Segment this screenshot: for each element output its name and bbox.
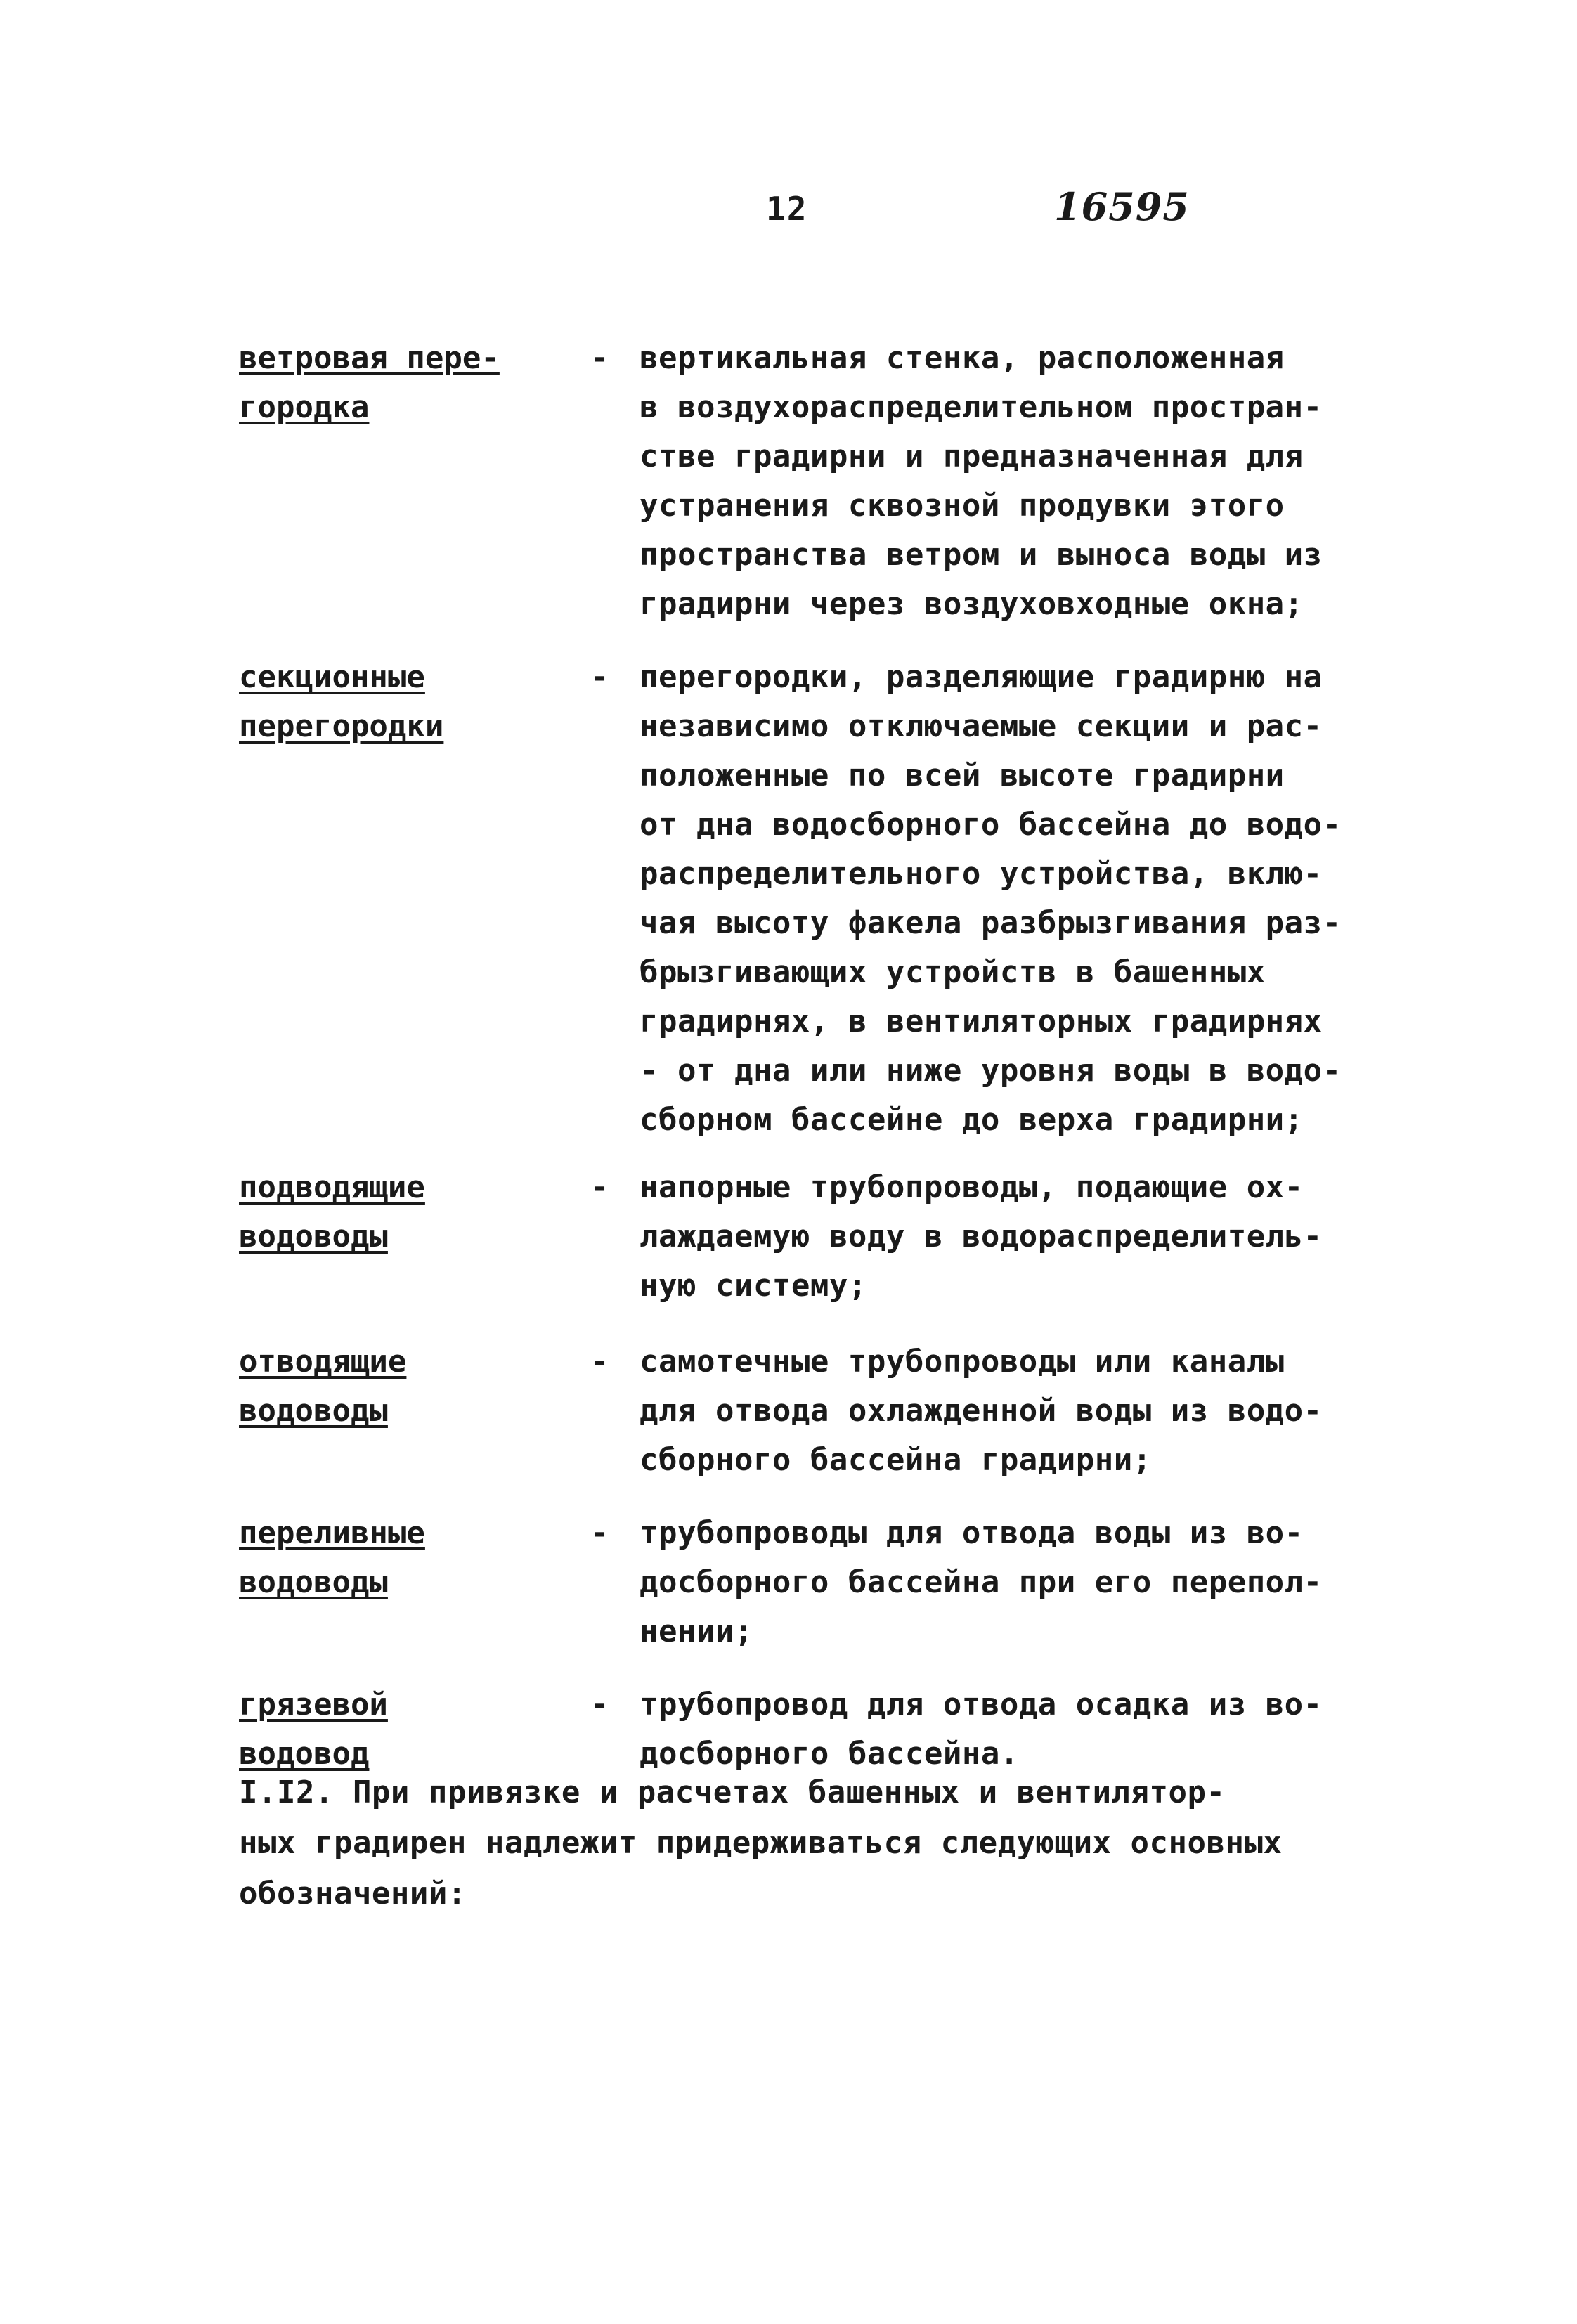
glossary-definition: самотечные трубопроводы или каналы для отвода охлажденной воды из водо- сборного бассейна градирни; bbox=[640, 1344, 1323, 1478]
term-dash: - bbox=[590, 659, 609, 695]
clause-paragraph: I.I2. При привязке и расчетах башенных и вентилятор- ных градирен надлежит придерживаться следующих основных обозначений: bbox=[239, 1774, 1283, 1911]
glossary-entry bbox=[239, 334, 1420, 629]
glossary-definition: напорные трубопроводы, подающие ох- лаждаемую воду в водораспределитель- ную систему; bbox=[640, 1169, 1323, 1304]
handwritten-doc-number: 16595 bbox=[1054, 184, 1190, 229]
glossary-definition: трубопроводы для отвода воды из во- досборного бассейна при его перепол- нении; bbox=[640, 1515, 1323, 1649]
glossary-entry bbox=[239, 1163, 1420, 1311]
glossary-entry bbox=[239, 1680, 1420, 1779]
glossary-definition: трубопровод для отвода осадка из во- досборного бассейна. bbox=[640, 1687, 1323, 1772]
glossary-definition: перегородки, разделяющие градирню на независимо отключаемые секции и рас- положенные по всей высоте градирни от дна водосборного бассейна до водо- распределительного устройства, вклю- чая высоту факела разбрызгивания раз- брызгивающих устройств в башенных градирнях, в вентиляторных градирнях - от дна или ниже уровня воды в водо- сборном бассейне до верха градирни; bbox=[640, 659, 1342, 1138]
page-number: 12 bbox=[766, 190, 808, 228]
term-dash: - bbox=[590, 1344, 609, 1380]
glossary-entry bbox=[239, 1509, 1420, 1656]
glossary-term: ветровая пере- городка bbox=[239, 340, 500, 425]
term-dash: - bbox=[590, 1515, 609, 1551]
term-dash: - bbox=[590, 1169, 609, 1205]
glossary-term: подводящие водоводы bbox=[239, 1169, 425, 1254]
glossary-entry bbox=[239, 1337, 1420, 1485]
glossary-definition: вертикальная стенка, расположенная в воздухораспределительном простран- стве градирни и предназначенная для устранения сквозной продувки этого пространства ветром и выноса воды из градирни через воздуховходные окна; bbox=[640, 340, 1323, 622]
glossary-list bbox=[239, 334, 1420, 1779]
glossary-term: секционные перегородки bbox=[239, 659, 444, 744]
glossary-term: переливные водоводы bbox=[239, 1515, 425, 1600]
term-dash: - bbox=[590, 1687, 609, 1722]
glossary-entry bbox=[239, 653, 1420, 1145]
term-dash: - bbox=[590, 340, 609, 376]
glossary-term: отводящие водоводы bbox=[239, 1344, 407, 1429]
glossary-term: грязевой водовод bbox=[239, 1687, 388, 1772]
